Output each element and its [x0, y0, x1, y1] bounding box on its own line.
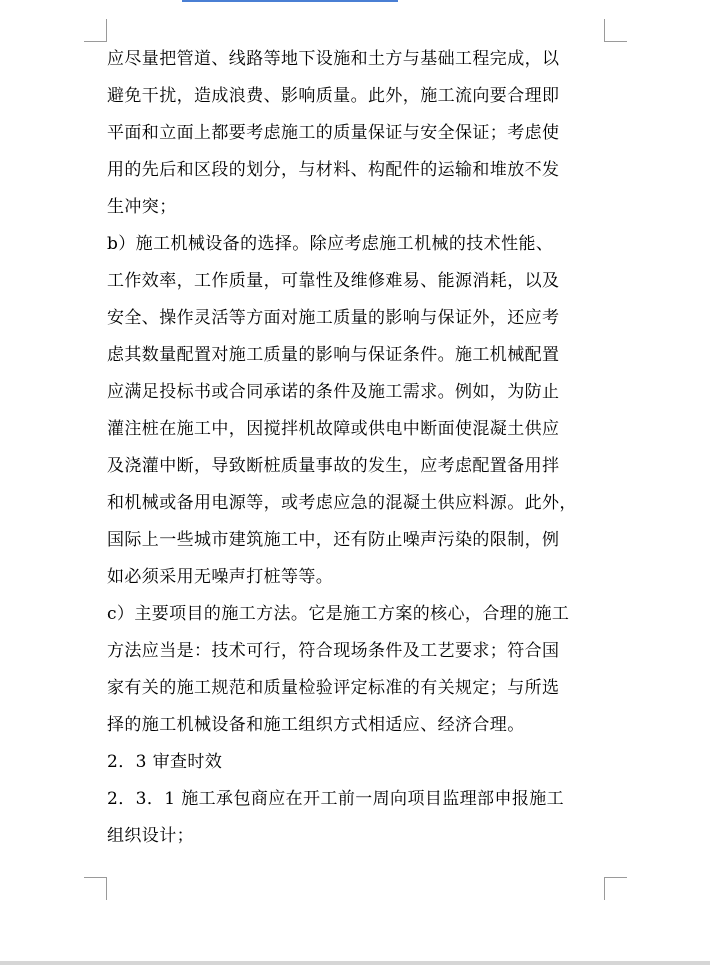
- section-heading-2-3: [107, 744, 603, 781]
- text-line: 和机械或备用电源等，或考虑应急的混凝土供应料源。此外，: [107, 493, 577, 513]
- text-line: c）主要项目的施工方法。它是施工方案的核心，合理的施工: [107, 604, 570, 624]
- text-line: 国际上一些城市建筑施工中，还有防止噪声污染的限制，例: [107, 530, 560, 550]
- text-line: 避免干扰，造成浪费、影响质量。此外，施工流向要合理即: [107, 86, 560, 106]
- text-line: 生冲突；: [107, 197, 177, 217]
- text-line: 家有关的施工规范和质量检验评定标准的有关规定；与所选: [107, 678, 560, 698]
- text-line: 灌注桩在施工中，因搅拌机故障或供电中断面使混凝土供应: [107, 419, 560, 439]
- text-line: 方法应当是：技术可行，符合现场条件及工艺要求；符合国: [107, 641, 560, 661]
- text-line: 平面和立面上都要考虑施工的质量保证与安全保证；考虑使: [107, 123, 560, 143]
- text-line: 应满足投标书或合同承诺的条件及施工需求。例如，为防止: [107, 382, 560, 402]
- text-line: 如必须采用无噪声打桩等等。: [107, 567, 334, 587]
- text-line: 用的先后和区段的划分，与材料、构配件的运输和堆放不发: [107, 160, 560, 180]
- margin-corner-bottom-right: [604, 877, 627, 900]
- margin-corner-top-left: [84, 19, 107, 42]
- selection-accent-bar: [182, 0, 398, 2]
- text-line: 2．3．1 施工承包商应在开工前一周向项目监理部申报施工: [107, 789, 565, 809]
- text-line: 安全、操作灵活等方面对施工质量的影响与保证外，还应考: [107, 308, 560, 328]
- text-line: 择的施工机械设备和施工组织方式相适应、经济合理。: [107, 715, 525, 735]
- margin-corner-bottom-left: [84, 877, 107, 900]
- clause-2-3-1: [107, 781, 603, 855]
- text-line: 工作效率，工作质量，可靠性及维修难易、能源消耗，以及: [107, 271, 560, 291]
- text-line: 虑其数量配置对施工质量的影响与保证条件。施工机械配置: [107, 345, 560, 365]
- text-line: 及浇灌中断，导致断桩质量事故的发生，应考虑配置备用拌: [107, 456, 560, 476]
- document-body[interactable]: [107, 41, 603, 855]
- text-line: 应尽量把管道、线路等地下设施和土方与基础工程完成，以: [107, 49, 560, 69]
- text-line: b）施工机械设备的选择。除应考虑施工机械的技术性能、: [107, 234, 554, 254]
- page-bottom-edge: [0, 961, 710, 965]
- paragraph-b-machinery-selection: [107, 226, 603, 596]
- paragraph-a-continued: [107, 41, 603, 226]
- paragraph-c-construction-method: [107, 596, 603, 744]
- heading-text: 2．3 审查时效: [107, 752, 223, 772]
- text-line: 组织设计；: [107, 826, 194, 846]
- margin-corner-top-right: [604, 19, 627, 42]
